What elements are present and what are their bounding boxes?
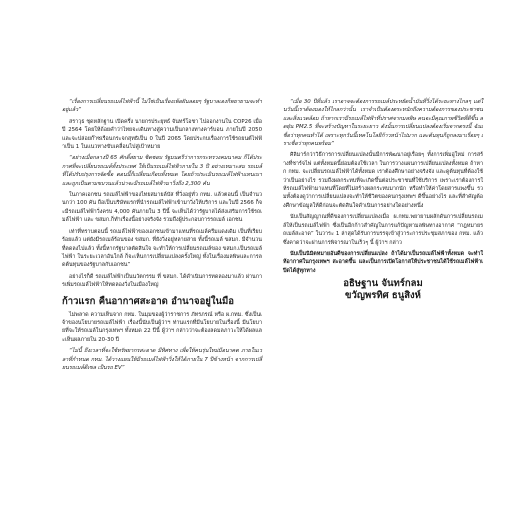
left-column [62,98,262,375]
paragraph: เท่าที่ทราบตอนนี้ รถเมล์ไฟฟ้าของเอกชนเข้ามาแทนที่รถเมล์ครีมแดงเดิม เป็นที่เรียบร้อยแล้ว แต่ยังมีรถเมล์ร้อนของ ขสมก. ที่ยังวิ่งอยู่หลายสาย ทั้งนี้รถเมล์ ขสมก. มีจำนวนที่ลดลงไปแล้ว ทั้งนี้หากรัฐบาลตัดสินใจ จะทำให้การเปลี่ยนรถเมล์ของ ขสมก.เป็นรถเมล์ไฟฟ้า ในระยะเวลาอันใกล้ ก็จะเห็นการเปลี่ยนแปลงครั้งใหญ่ ทั้งในเรื่องมลพิษและการลดต้นทุนของรัฐบาลกับเอกชน” [62,228,262,269]
author-byline [283,278,483,302]
paragraph: “ไม่นี้ ถึงเวลาที่จะใช้ทรัพยากรสะอาด มีทิศทาง เพื่อให้คนรุ่นใหม่มีอนาคต ภายในเวลาที่กำหนด กทม. ได้วางแผนให้มีรถเมล์ไฟฟ้าวิ่งให้ได้ภายใน 7 ปีข้างหน้า จากการเปลี่ยนรถเมล์ดีเซล เป็นรถ EV” [62,348,262,371]
section-heading: ก้าวแรก คืนอากาศสะอาด อำนาจอยู่ในมือ [62,295,234,307]
right-column-body [283,98,483,247]
paragraph: “เรื่องการเปลี่ยนรถเมล์ไฟฟ้านี้ ไม่ใช่เป็นเรื่องเพ้อฝันลอยๆ รัฐบาลเองก็พยายามจะทำอยู่แล้ว” [62,99,262,114]
paragraph: ศิลิมาร์กว่าวิธีการการเปลี่ยนแปลงนั้นมีการพัฒนาอยู่เรื่อยๆ ทั้งการเพิ่มอู่ใหม่ การสร้างที่ชาร์จไฟ แต่ทั้งหมดนี้ย่อมต้องใช้เวลา ในการวางแผนการเปลี่ยนแปลงทั้งหมด ถ้าหาก กทม. จะเปลี่ยนรถเมล์ไฟฟ้าได้ทั้งหมด เราต้องศึกษาอย่างจริงจัง และดูต้นทุนที่ต้องใช้ว่าเป็นอย่างไร รวมถึงผลกระทบที่จะเกิดขึ้นต่อประชาชนที่ใช้บริการ เพราะเราต้องการให้รถเมล์ไฟฟ้ามาแทนที่โดยที่ไม่สร้างผลกระทบมากนัก หรือทำให้ค่าโดยสารแพงขึ้น รวมทั้งต้องดูว่าการเปลี่ยนแปลงจะทำให้ชีวิตของคนกรุงเทพฯ ดีขึ้นอย่างไร และที่สำคัญต้องศึกษาข้อมูลให้ดีก่อนจะตัดสินใจดำเนินการอย่างใดอย่างหนึ่ง [283,152,483,209]
left-column-body [62,98,262,290]
paragraph: สราวุธ ชุดหลักฐาน เปิดครึ่ง นายกรประยุทธ์ จันทร์โอชา ไปออกงานใน COP26 เมื่อปี 2564 โดยให้ถ้อยคำว่าไทยจะเดินทางสู่ความเป็นกลางทางคาร์บอน ภายในปี 2050 และจะปล่อยก๊าซเรือนกระจกสุทธิเป็น 0 ในปี 2065 โดยประกบเรื่องการใช้รถยนต์ไฟฟ้าเป็น 1 ในแนวทางขับเคลื่อนไปสู่เป้าหมาย [62,118,262,151]
left-column-body-continued [62,311,262,373]
paragraph: “อย่างเมื่อกลางปี 65 ศักดิ์สยาม ชิดชอบ รัฐมนตรีว่าการกระทรวงคมนาคม ก็ได้ประกาศที่จะเปลี่ยนรถเมล์ทั้งประเทศ ให้เป็นรถเมล์ไฟฟ้าภายใน 3 ปี อย่างเหมาะสม รถเมล์ ที่ได้ปรับปรุงการจัดซื้อ ตอนนี้ก็เปลี่ยนเกือบทั้งหมด โดยถ้าประเมินรถเมล์ไฟฟ้าแทนเบา และถูกเป็นตามขบวนแล้วน่าจะมีรถเมล์ไฟฟ้ามาวิ่งถึง 2,300 คัน [62,155,262,187]
right-column [283,98,483,302]
paragraph: “เมื่อ 30 ปีที่แล้ว เราอาจจะต้องการรถเมล์ประหยัดน้ำมันที่วิ่งได้ระยะทางไกลๆ แต่ในวันนี้เราต้องมองให้ไกลกว่านั้น เราจำเป็นต้องตระหนักถึงความต้องการของประชาชน และสิ่งแวดล้อม ถ้าหากเรามีรถเมล์ไฟฟ้าที่ปราศจากมลพิษ คนจะมีคุณภาพชีวิตที่ดีขึ้น ลดฝุ่น PM2.5 ที่จะสร้างปัญหาในระยะยาว ดังนั้นการเปลี่ยนแปลงต้องเริ่มจากตรงนี้ ฉันเชื่อว่าทุกคนทำได้ เพราะทุกวันนี้เทคโนโลยีก้าวหน้าไปมาก และต้นทุนก็ถูกลงมาเรื่อยๆ เราเชื่อว่าทุกคนพร้อม” [283,99,483,148]
author-name: อธิษฐาน จันทร์กลม [343,278,423,290]
author-name: ขวัญพรทิศ ธนูสิงห์ [345,290,421,302]
closing-paragraph: นับเป็นนิมิตหมายอันดีของการเปลี่ยนแปลง ถ้าได้มาเป็นรถเมล์ไฟฟ้าทั้งหมด จะทำให้อากาศในกรุงเทพฯ สะอาดขึ้น และเป็นการเปิดโอกาสให้ประชาชนได้ใช้รถเมล์ไฟฟ้าเปิดได้สู่ทุกทาง [283,250,483,274]
paragraph: นับเป็นสัญญาณที่ดีของการเปลี่ยนแปลงเมื่อ ผ.กทม.พยายามผลักดันการเปลี่ยนรถเมล์ให้เป็นรถเมล์ไฟฟ้า ซึ่งเป็นอีกก้าวสำคัญในการแก้ปัญหามลพิษทางอากาศ “กฎหมายรถเมล์สะอาด” ในวาระ 1 ล่าสุดได้รับการบรรจุเข้าสู่วาระการประชุมสภาของ กทม. แล้ว ซึ่งคาดว่าจะผ่านการพิจารณาในเร็วๆ นี้ ผู้ว่าฯ กล่าว [283,214,483,246]
paragraph: ในภาคเอกชน รถเมล์ไฟฟ้าของไทยสมายล์บัส ที่วิ่งอยู่ทั่ว กทม. แล้วตอนนี้ เป็นจำนวนกว่า 100 คัน ถือเป็นบริษัทแรกที่นำรถเมล์ไฟฟ้าเข้ามาวิ่งให้บริการ และในปี 2566 ก็จะมีรถเมล์ไฟฟ้าวิ่งครบ 4,000 คันภายใน 3 ปีนี้ จะเห็นได้ว่ารัฐบาลได้ส่งเสริมการใช้รถเมล์ไฟฟ้า และ ขสมก.ก็ทำเรื่องนี้อย่างจริงจัง รวมถึงผู้ประกอบการรถเมล์ เอกชน [62,192,262,224]
paragraph: ไม่พลาด ความเห็นจาก กทม. ในมุมของผู้ว่าราชการ ภัทรภรณ์ หรือ ผ.กทม. ซึ่งเป็นเจ้าของนโยบายรถเมล์ไฟฟ้า เรื่องนี้นับเป็นผู้ว่าฯ ท่านแรกที่มีนโยบายในเรื่องนี้ มีนโยบายที่จะให้รถเมล์ในกรุงเทพฯ ทั้งหมด 22 ปีนี้ ผู้ว่าฯ กล่าวว่าจะต้องลดมลภาวะให้ได้ผลและเห็นผลภายใน 20-30 ปี [62,311,262,343]
paragraph: อย่างไรก็ดี รถเมล์ไฟฟ้าเป็นนวัตกรรม ที่ ขสมก. ได้ดำเนินการทดลองมาแล้ว ผ่านการเพิ่มรถเมล์ไฟฟ้าให้ทดลองวิ่งในเมืองใหญ่ [62,273,262,289]
